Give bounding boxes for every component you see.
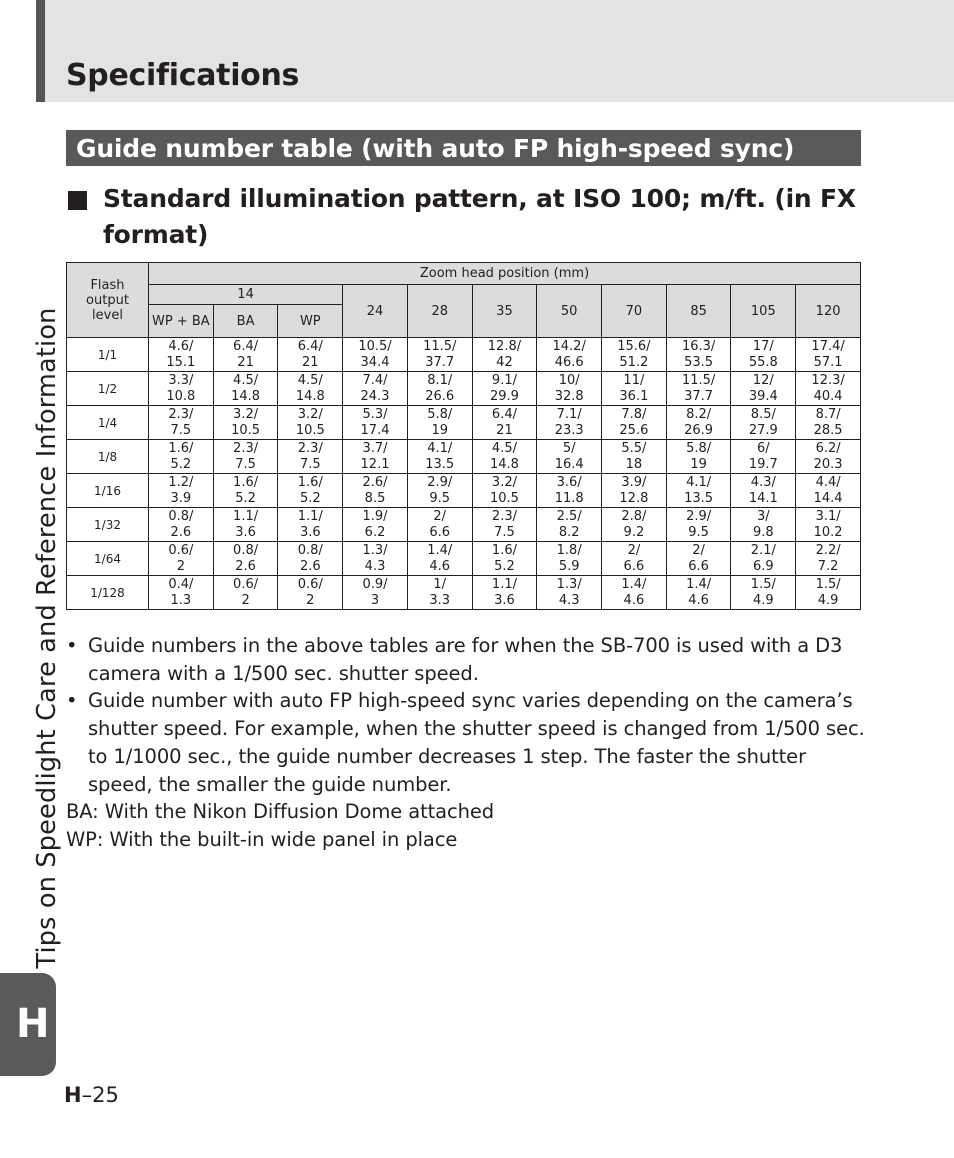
guide-number-cell: 12.8/ 42 bbox=[472, 338, 537, 372]
bullet-dot: • bbox=[66, 634, 78, 657]
guide-number-cell: 3.1/ 10.2 bbox=[796, 508, 861, 542]
zoom-column-header: 35 bbox=[472, 285, 537, 338]
bullet-dot: • bbox=[66, 689, 78, 713]
flash-output-level-cell: 1/2 bbox=[67, 372, 149, 406]
guide-number-cell: 15.6/ 51.2 bbox=[602, 338, 667, 372]
square-bullet-icon bbox=[68, 191, 87, 210]
zoom-column-header: 85 bbox=[666, 285, 731, 338]
guide-number-cell: 1.1/ 3.6 bbox=[213, 508, 278, 542]
zoom-column-header: 105 bbox=[731, 285, 796, 338]
guide-number-cell: 8.1/ 26.6 bbox=[407, 372, 472, 406]
guide-number-cell: 1.3/ 4.3 bbox=[537, 576, 602, 610]
guide-number-cell: 2.5/ 8.2 bbox=[537, 508, 602, 542]
page-number: H–25 bbox=[64, 1083, 119, 1107]
guide-number-cell: 8.2/ 26.9 bbox=[666, 406, 731, 440]
chapter-letter: H bbox=[16, 1001, 50, 1047]
guide-number-cell: 6.2/ 20.3 bbox=[796, 440, 861, 474]
guide-number-cell: 2.1/ 6.9 bbox=[731, 542, 796, 576]
guide-number-cell: 6/ 19.7 bbox=[731, 440, 796, 474]
guide-number-cell: 3.3/ 10.8 bbox=[149, 372, 214, 406]
guide-number-cell: 2.9/ 9.5 bbox=[407, 474, 472, 508]
flash-output-level-cell: 1/16 bbox=[67, 474, 149, 508]
table-row bbox=[67, 440, 861, 474]
guide-number-cell: 0.8/ 2.6 bbox=[278, 542, 343, 576]
guide-number-cell: 4.5/ 14.8 bbox=[472, 440, 537, 474]
ba-abbreviation-note: BA: With the Nikon Diffusion Dome attached bbox=[66, 800, 495, 824]
zoom-column-header: 50 bbox=[537, 285, 602, 338]
zoom-column-header: 24 bbox=[343, 285, 408, 338]
guide-number-cell: 9.1/ 29.9 bbox=[472, 372, 537, 406]
table-row bbox=[67, 372, 861, 406]
zoom-column-header: 120 bbox=[796, 285, 861, 338]
flash-output-level-cell: 1/8 bbox=[67, 440, 149, 474]
notes bbox=[66, 632, 866, 854]
guide-number-cell: 3.2/ 10.5 bbox=[213, 406, 278, 440]
guide-number-cell: 4.5/ 14.8 bbox=[278, 372, 343, 406]
guide-number-cell: 1.1/ 3.6 bbox=[278, 508, 343, 542]
flash-output-level-header: Flash output level bbox=[67, 263, 149, 338]
guide-number-cell: 1.5/ 4.9 bbox=[796, 576, 861, 610]
guide-number-cell: 7.8/ 25.6 bbox=[602, 406, 667, 440]
guide-number-cell: 5.8/ 19 bbox=[666, 440, 731, 474]
wp-ba-header: WP + BA bbox=[149, 305, 214, 338]
guide-number-cell: 1.5/ 4.9 bbox=[731, 576, 796, 610]
guide-number-cell: 4.4/ 14.4 bbox=[796, 474, 861, 508]
guide-number-cell: 1.3/ 4.3 bbox=[343, 542, 408, 576]
guide-number-cell: 0.6/ 2 bbox=[278, 576, 343, 610]
guide-number-cell: 11/ 36.1 bbox=[602, 372, 667, 406]
table-row bbox=[67, 576, 861, 610]
guide-number-cell: 1.6/ 5.2 bbox=[149, 440, 214, 474]
guide-number-cell: 2.3/ 7.5 bbox=[472, 508, 537, 542]
note-bullet bbox=[66, 632, 866, 687]
wp-abbreviation-note: WP: With the built-in wide panel in place bbox=[66, 827, 458, 851]
header-accent-bar bbox=[36, 0, 45, 102]
zoom-14-header: 14 bbox=[149, 285, 343, 305]
guide-number-cell: 4.5/ 14.8 bbox=[213, 372, 278, 406]
guide-number-cell: 6.4/ 21 bbox=[278, 338, 343, 372]
guide-number-cell: 0.9/ 3 bbox=[343, 576, 408, 610]
zoom-column-header: 28 bbox=[407, 285, 472, 338]
guide-number-cell: 8.7/ 28.5 bbox=[796, 406, 861, 440]
guide-number-cell: 0.8/ 2.6 bbox=[213, 542, 278, 576]
guide-number-cell: 17/ 55.8 bbox=[731, 338, 796, 372]
table-row bbox=[67, 406, 861, 440]
guide-number-cell: 10/ 32.8 bbox=[537, 372, 602, 406]
guide-number-cell: 8.5/ 27.9 bbox=[731, 406, 796, 440]
guide-number-cell: 17.4/ 57.1 bbox=[796, 338, 861, 372]
guide-number-cell: 0.4/ 1.3 bbox=[149, 576, 214, 610]
guide-number-cell: 1.6/ 5.2 bbox=[278, 474, 343, 508]
guide-number-cell: 3.2/ 10.5 bbox=[472, 474, 537, 508]
table-row bbox=[67, 508, 861, 542]
guide-number-cell: 2.3/ 7.5 bbox=[149, 406, 214, 440]
zoom-head-position-header: Zoom head position (mm) bbox=[149, 263, 861, 285]
flash-output-level-cell: 1/32 bbox=[67, 508, 149, 542]
guide-number-cell: 10.5/ 34.4 bbox=[343, 338, 408, 372]
table-row bbox=[67, 542, 861, 576]
guide-number-cell: 2.2/ 7.2 bbox=[796, 542, 861, 576]
guide-number-cell: 11.5/ 37.7 bbox=[407, 338, 472, 372]
guide-number-cell: 1/ 3.3 bbox=[407, 576, 472, 610]
note-text: Guide numbers in the above tables are for when the SB-700 is used with a D3 camera with a 1/500 sec. shutter speed. bbox=[88, 634, 843, 685]
guide-number-cell: 3.9/ 12.8 bbox=[602, 474, 667, 508]
guide-number-cell: 3.2/ 10.5 bbox=[278, 406, 343, 440]
guide-number-cell: 1.6/ 5.2 bbox=[213, 474, 278, 508]
flash-output-level-cell: 1/128 bbox=[67, 576, 149, 610]
guide-number-cell: 12/ 39.4 bbox=[731, 372, 796, 406]
chapter-side-label: Tips on Speedlight Care and Reference Information bbox=[32, 307, 62, 969]
table-subheading: Standard illumination pattern, at ISO 100; m/ft. (in FX format) bbox=[103, 184, 856, 249]
guide-number-cell: 4.1/ 13.5 bbox=[666, 474, 731, 508]
flash-output-level-cell: 1/64 bbox=[67, 542, 149, 576]
guide-number-cell: 6.4/ 21 bbox=[213, 338, 278, 372]
note-bullet bbox=[66, 687, 866, 798]
guide-number-cell: 1.1/ 3.6 bbox=[472, 576, 537, 610]
flash-output-level-cell: 1/1 bbox=[67, 338, 149, 372]
guide-number-cell: 1.8/ 5.9 bbox=[537, 542, 602, 576]
guide-number-table-body bbox=[67, 338, 861, 610]
guide-number-cell: 5/ 16.4 bbox=[537, 440, 602, 474]
guide-number-cell: 11.5/ 37.7 bbox=[666, 372, 731, 406]
guide-number-table bbox=[66, 262, 861, 610]
zoom-column-header: 70 bbox=[602, 285, 667, 338]
guide-number-cell: 7.1/ 23.3 bbox=[537, 406, 602, 440]
guide-number-cell: 1.6/ 5.2 bbox=[472, 542, 537, 576]
guide-number-cell: 1.4/ 4.6 bbox=[407, 542, 472, 576]
flash-output-level-cell: 1/4 bbox=[67, 406, 149, 440]
guide-number-cell: 4.1/ 13.5 bbox=[407, 440, 472, 474]
guide-number-cell: 0.6/ 2 bbox=[213, 576, 278, 610]
page-title: Specifications bbox=[66, 58, 300, 93]
guide-number-cell: 16.3/ 53.5 bbox=[666, 338, 731, 372]
guide-number-cell: 2.6/ 8.5 bbox=[343, 474, 408, 508]
guide-number-cell: 2.3/ 7.5 bbox=[213, 440, 278, 474]
guide-number-cell: 2.8/ 9.2 bbox=[602, 508, 667, 542]
guide-number-cell: 5.3/ 17.4 bbox=[343, 406, 408, 440]
guide-number-cell: 2/ 6.6 bbox=[407, 508, 472, 542]
guide-number-cell: 1.4/ 4.6 bbox=[602, 576, 667, 610]
guide-number-cell: 1.2/ 3.9 bbox=[149, 474, 214, 508]
guide-number-cell: 1.9/ 6.2 bbox=[343, 508, 408, 542]
guide-number-cell: 0.8/ 2.6 bbox=[149, 508, 214, 542]
guide-number-cell: 2/ 6.6 bbox=[602, 542, 667, 576]
table-row bbox=[67, 338, 861, 372]
guide-number-cell: 3.6/ 11.8 bbox=[537, 474, 602, 508]
guide-number-cell: 14.2/ 46.6 bbox=[537, 338, 602, 372]
guide-number-cell: 3/ 9.8 bbox=[731, 508, 796, 542]
note-text: Guide number with auto FP high-speed sync varies depending on the camera’s shutter speed. For example, when the shutter speed is changed from 1/500 sec. to 1/1000 sec., the guide number decreases 1 step. The faster the shutter speed, the smaller the guide number. bbox=[88, 689, 865, 796]
guide-number-cell: 3.7/ 12.1 bbox=[343, 440, 408, 474]
guide-number-cell: 2.3/ 7.5 bbox=[278, 440, 343, 474]
guide-number-cell: 4.3/ 14.1 bbox=[731, 474, 796, 508]
section-title: Guide number table (with auto FP high-speed sync) bbox=[76, 134, 795, 163]
table-row bbox=[67, 474, 861, 508]
wp-header: WP bbox=[278, 305, 343, 338]
guide-number-cell: 2.9/ 9.5 bbox=[666, 508, 731, 542]
guide-number-cell: 2/ 6.6 bbox=[666, 542, 731, 576]
guide-number-cell: 4.6/ 15.1 bbox=[149, 338, 214, 372]
guide-number-cell: 7.4/ 24.3 bbox=[343, 372, 408, 406]
guide-number-cell: 0.6/ 2 bbox=[149, 542, 214, 576]
guide-number-cell: 1.4/ 4.6 bbox=[666, 576, 731, 610]
guide-number-cell: 12.3/ 40.4 bbox=[796, 372, 861, 406]
ba-header: BA bbox=[213, 305, 278, 338]
guide-number-cell: 6.4/ 21 bbox=[472, 406, 537, 440]
guide-number-cell: 5.5/ 18 bbox=[602, 440, 667, 474]
guide-number-cell: 5.8/ 19 bbox=[407, 406, 472, 440]
